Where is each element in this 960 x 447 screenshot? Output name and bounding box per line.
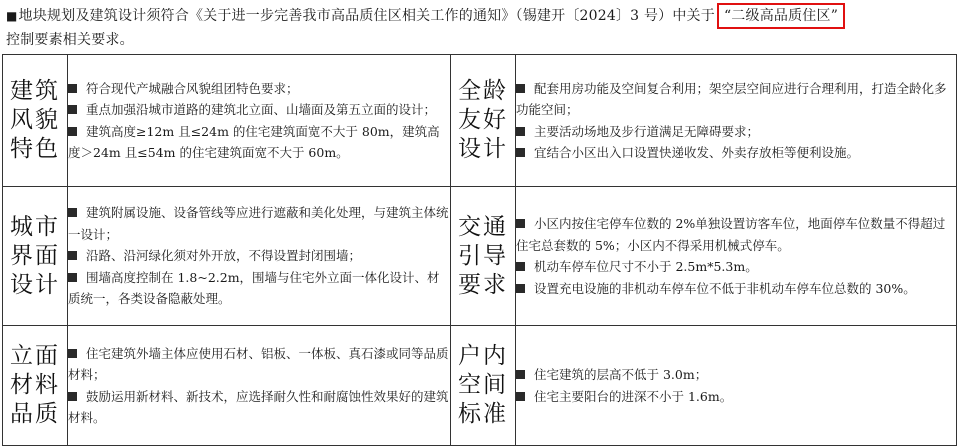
requirement-list — [516, 326, 957, 446]
list-item: 鼓励运用新材料、新技术，应选择耐久性和耐腐蚀性效果好的建筑材料。 — [68, 388, 449, 425]
requirement-list — [516, 55, 957, 187]
category-label: 交通 引导 要求 — [451, 187, 516, 326]
category-label: 建筑 风貌 特色 — [3, 55, 68, 187]
intro-text-end: 控制要素相关要求。 — [6, 32, 134, 48]
requirement-list — [68, 326, 451, 446]
requirement-list — [68, 55, 451, 187]
square-bullet-icon — [516, 219, 525, 228]
square-bullet-icon — [516, 284, 525, 293]
list-item: 住宅建筑外墙主体应使用石材、铝板、一体板、真石漆或同等品质材料； — [68, 345, 449, 382]
requirements-table — [2, 54, 957, 446]
list-item: 围墙高度控制在 1.8~2.2m，围墙与住宅外立面一体化设计、材质统一，各类设备隐蔽处理。 — [68, 269, 440, 307]
list-item: 宜结合小区出入口设置快递收发、外卖存放柜等便利设施。 — [516, 142, 956, 164]
square-bullet-icon — [68, 273, 77, 282]
list-item: 住宅建筑的层高不低于 3.0m； — [516, 364, 956, 386]
requirement-list — [516, 187, 957, 326]
category-label: 户内 空间 标准 — [451, 326, 516, 446]
category-label: 立面 材料 品质 — [3, 326, 68, 446]
requirement-list — [68, 187, 451, 326]
square-bullet-icon — [68, 251, 77, 260]
table-row — [3, 187, 957, 326]
list-item: 重点加强沿城市道路的建筑北立面、山墙面及第五立面的设计； — [68, 99, 450, 121]
square-bullet-icon — [516, 127, 525, 136]
square-bullet-icon — [68, 392, 77, 401]
table-row — [3, 326, 957, 446]
list-item: 建筑附属设施、设备管线等应进行遮蔽和美化处理，与建筑主体统一设计； — [68, 205, 449, 242]
square-bullet-icon — [516, 370, 525, 379]
list-item: 配套用房功能及空间复合利用；架空层空间应进行合理利用，打造全龄化多功能空间； — [516, 80, 947, 117]
list-item: 小区内按住宅停车位数的 2%单独设置访客车位，地面停车位数量不得超过住宅总套数的 5%；小区内不得采用机械式停车。 — [516, 216, 946, 253]
category-label: 全龄 友好 设计 — [451, 55, 516, 187]
highlighted-term: “二级高品质住区” — [717, 3, 845, 29]
square-bullet-icon — [516, 148, 525, 157]
list-item: 住宅主要阳台的进深不小于 1.6m。 — [516, 386, 956, 408]
square-bullet-icon — [516, 392, 525, 401]
list-item: 建筑高度≥12m 且≤24m 的住宅建筑面宽不大于 80m，建筑高度＞24m 且≤54m 的住宅建筑面宽不大于 60m。 — [68, 123, 440, 160]
intro-text: 地块规划及建筑设计须符合《关于进一步完善我市高品质住区相关工作的通知》（锡建开〔2024〕3 号）中关于 — [18, 8, 715, 24]
intro-paragraph — [6, 3, 956, 51]
square-bullet-icon — [516, 84, 525, 93]
list-item: 沿路、沿河绿化须对外开放，不得设置封闭围墙； — [68, 245, 450, 267]
square-bullet-icon — [516, 262, 525, 271]
square-bullet-icon: ■ — [6, 9, 18, 23]
square-bullet-icon — [68, 127, 77, 136]
category-label: 城市 界面 设计 — [3, 187, 68, 326]
square-bullet-icon — [68, 349, 77, 358]
square-bullet-icon — [68, 84, 77, 93]
list-item: 主要活动场地及步行道满足无障碍要求； — [516, 121, 956, 143]
list-item: 设置充电设施的非机动车停车位不低于非机动车停车位总数的 30%。 — [516, 278, 956, 300]
square-bullet-icon — [68, 105, 77, 114]
list-item: 符合现代产城融合风貌组团特色要求； — [68, 78, 450, 100]
table-row — [3, 55, 957, 187]
list-item: 机动车停车位尺寸不小于 2.5m*5.3m。 — [516, 256, 956, 278]
square-bullet-icon — [68, 208, 77, 217]
